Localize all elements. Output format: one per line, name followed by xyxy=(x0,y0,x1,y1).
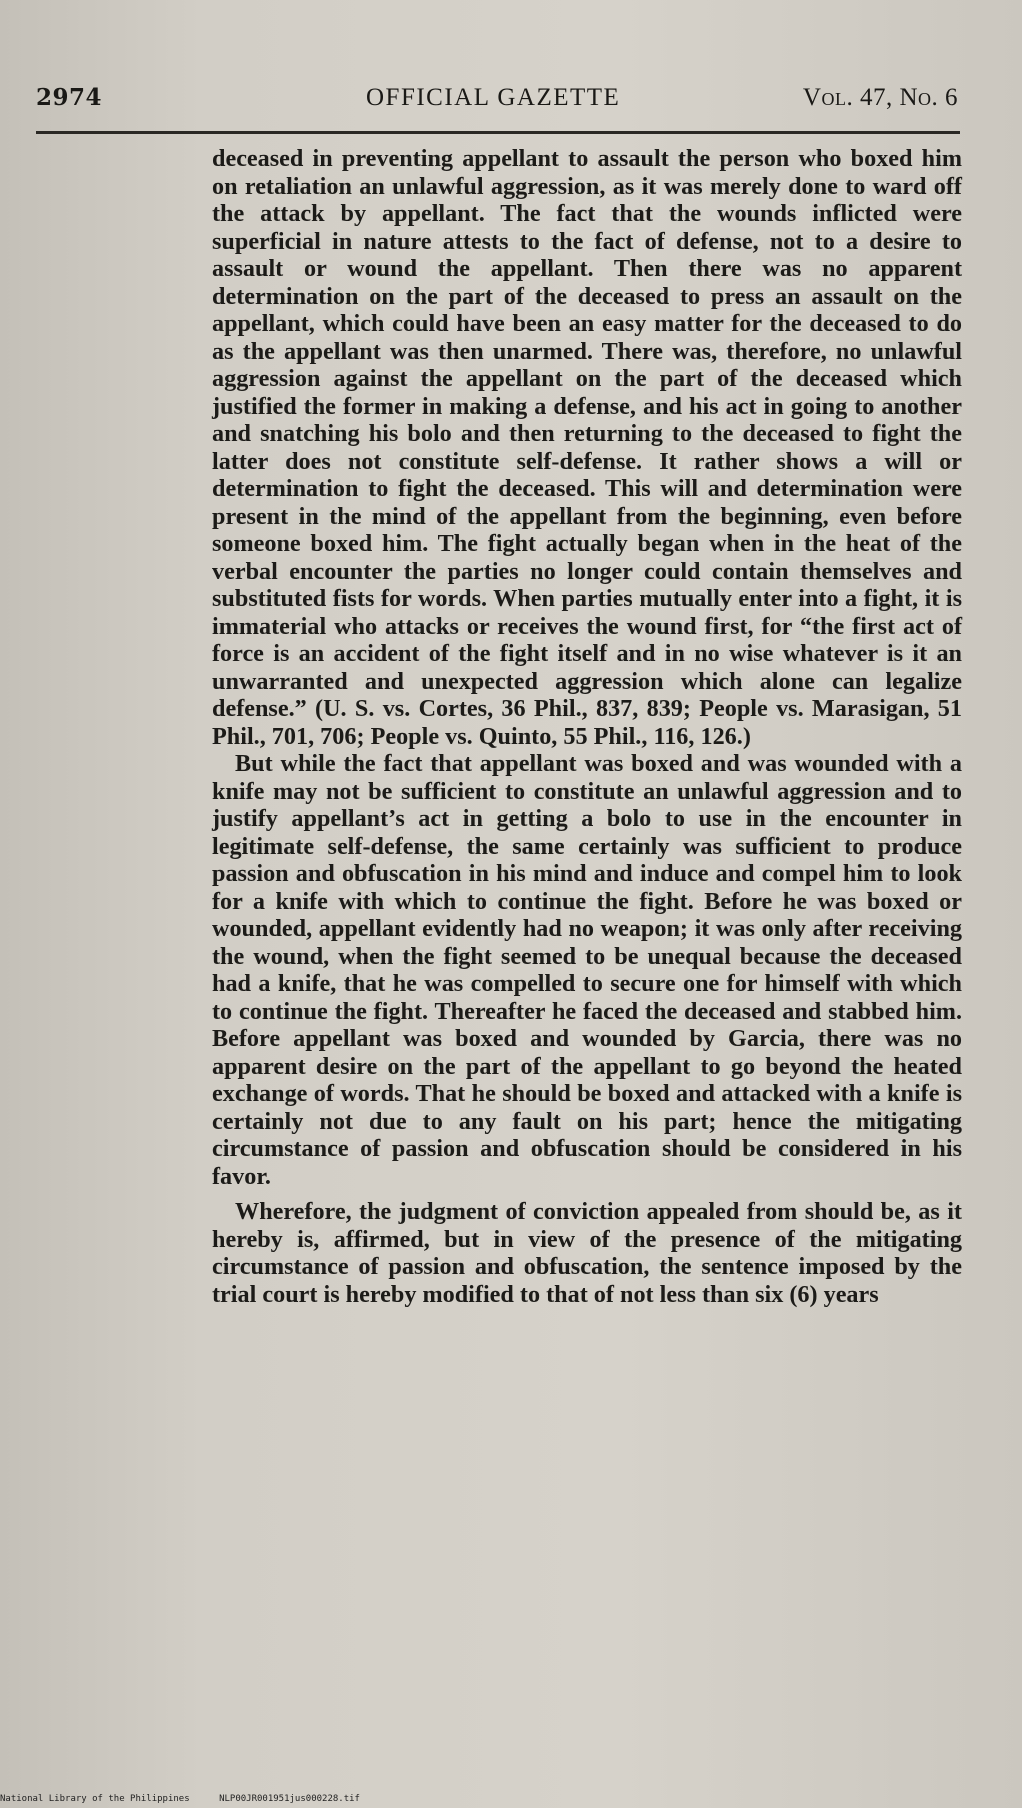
gazette-title: OFFICIAL GAZETTE xyxy=(366,84,621,111)
footer-library: National Library of the Philippines xyxy=(0,1794,190,1804)
paragraph-continuation: deceased in preventing appellant to assault the person who boxed him on retaliation an unlawful aggression, as it was merely done to ward off the attack by appellant. The fact that the wounds inflicted were superficial in nature attests to the fact of defense, not to a desire to assault or wound the appellant. Then there was no apparent determination on the part of the deceased to press an assault on the appellant, which could have been an easy matter for the deceased to do as the appellant was then unarmed. There was, therefore, no unlawful aggression against the appellant on the part of the deceased which justified the former in making a defense, and his act in going to another and snatching his bolo and then returning to the deceased to fight the latter does not constitute self-defense. It rather shows a will or determination to fight the deceased. This will and determination were present in the mind of the appellant from the beginning, even before someone boxed him. The fight actually began when in the heat of the verbal encounter the parties no longer could contain themselves and substituted fists for words. When parties mutually enter into a fight, it is immaterial who attacks or receives the wound first, for “the first act of force is an accident of the fight itself and in no wise whatever is it an unwarranted and unexpected aggression which alone can legalize defense.” (U. S. vs. Cortes, 36 Phil., 837, 839; People vs. Marasigan, 51 Phil., 701, 706; People vs. Quinto, 55 Phil., 116, 126.) xyxy=(212,145,962,750)
footer-note xyxy=(0,1794,384,1804)
volume-label: Vol. 47, No. 6 xyxy=(802,84,958,111)
page-number: 2974 xyxy=(36,84,103,111)
paragraph-wherefore: Wherefore, the judgment of conviction appealed from should be, as it hereby is, affirmed, but in view of the presence of the mitigating circumstance of passion and obfuscation, the sentence imposed by the trial court is hereby modified to that of not less than six (6) years xyxy=(212,1198,962,1308)
body-text xyxy=(212,145,962,1308)
footer-file-id: NLP00JR001951jus000228.tif xyxy=(219,1794,360,1804)
paragraph-passion-obfuscation: But while the fact that appellant was boxed and was wounded with a knife may not be sufficient to constitute an unlawful aggression and to justify appellant’s act in getting a bolo to use in the encounter in legitimate self-defense, the same certainly was sufficient to produce passion and obfuscation in his mind and induce and compel him to look for a knife with which to continue the fight. Before he was boxed or wounded, appellant evidently had no weapon; it was only after receiving the wound, when the fight seemed to be unequal because the deceased had a knife, that he was compelled to secure one for himself with which to continue the fight. Thereafter he faced the deceased and stabbed him. Before appellant was boxed and wounded by Garcia, there was no apparent desire on the part of the appellant to go beyond the heated exchange of words. That he should be boxed and attacked with a knife is certainly not due to any fault on his part; hence the mitigating circumstance of passion and obfuscation should be considered in his favor. xyxy=(212,750,962,1190)
page-header xyxy=(36,84,958,120)
header-rule xyxy=(36,131,960,134)
